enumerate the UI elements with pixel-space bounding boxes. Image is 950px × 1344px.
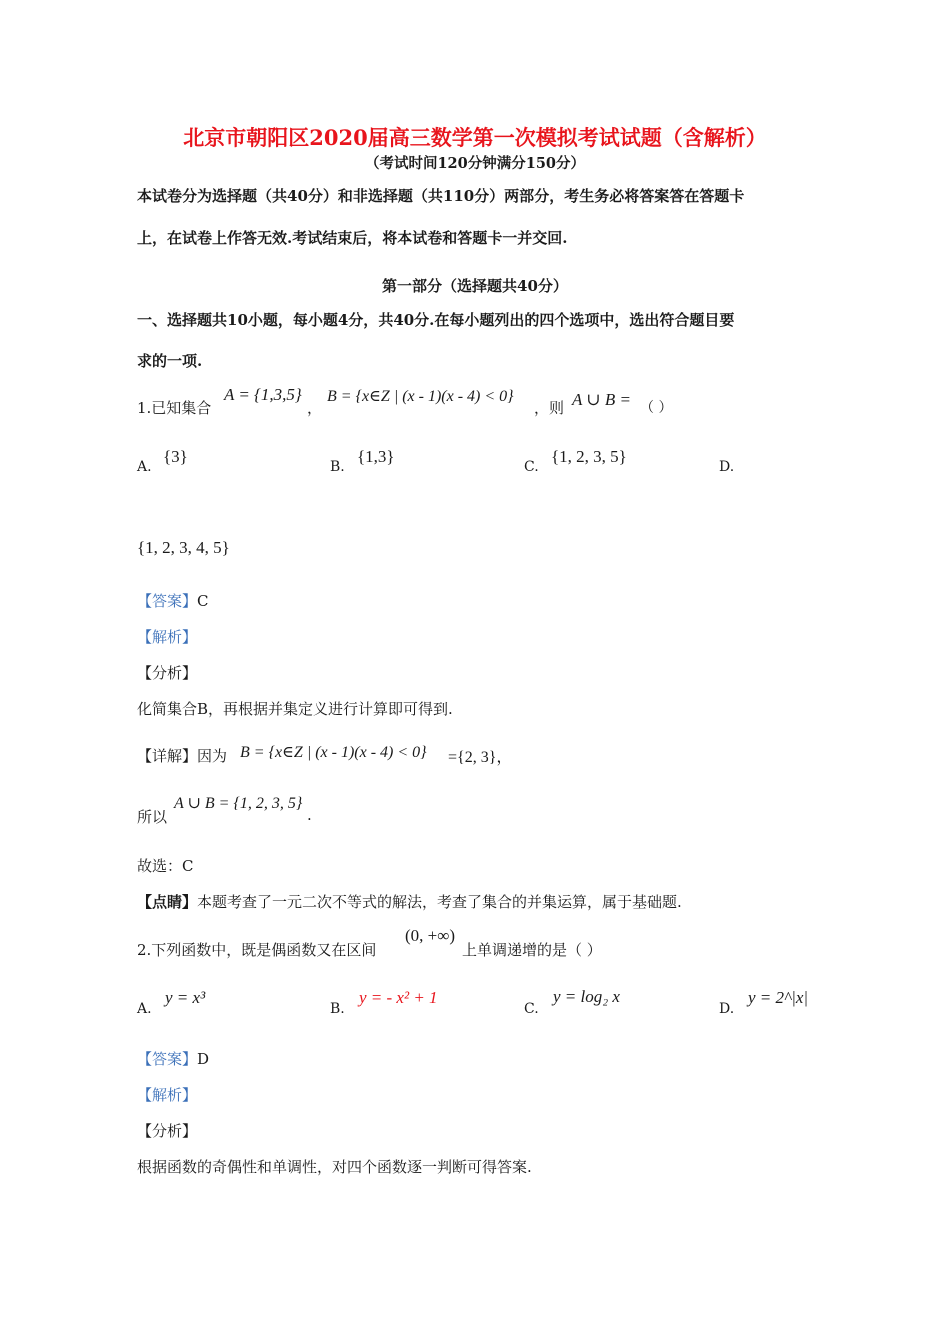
page-title: 北京市朝阳区2020届高三数学第一次模拟考试试题（含解析）	[183, 125, 767, 150]
q1-answer-value: C	[197, 592, 209, 610]
q1-fenxi-tag: 【分析】	[137, 664, 198, 682]
q1-jiexi-tag: 【解析】	[137, 628, 198, 646]
section-heading: 第一部分（选择题共40分）	[382, 277, 568, 295]
q2-option-d-value: y = 2^|x|	[748, 988, 809, 1007]
q2-option-c-value: y = log₂ x	[553, 987, 620, 1006]
q1-union: A ∪ B =	[572, 390, 631, 409]
q1-dianjing-text: 本题考查了一元二次不等式的解法，考查了集合的并集运算，属于基础题.	[197, 893, 682, 911]
q1-paren: （ ）	[640, 400, 673, 416]
q1-detail-text: 因为	[197, 747, 228, 765]
q2-prefix: 2.下列函数中，既是偶函数又在区间	[137, 941, 377, 959]
part1-line-1: 一、选择题共10小题，每小题4分，共40分.在每小题列出的四个选项中，选出符合题目要	[137, 311, 735, 329]
q2-option-b-value: y = - x² + 1	[359, 988, 438, 1007]
q1-suoyi-math: A ∪ B = {1, 2, 3, 5}	[174, 795, 303, 812]
q1-detail-row	[137, 745, 227, 766]
intro-line-2: 上，在试卷上作答无效.考试结束后，将本试卷和答题卡一并交回.	[137, 229, 568, 247]
q2-fenxi-text: 根据函数的奇偶性和单调性，对四个函数逐一判断可得答案.	[137, 1158, 532, 1176]
q1-option-a-value: {3}	[163, 447, 188, 466]
q1-detail-result: ={2, 3}，	[448, 749, 513, 766]
q1-fenxi-text: 化简集合B，再根据并集定义进行计算即可得到.	[137, 700, 453, 718]
q1-detail-tag: 【详解】	[137, 747, 198, 765]
q2-jiexi-tag: 【解析】	[137, 1086, 198, 1104]
q2-answer-row	[137, 1048, 209, 1069]
q2-fenxi-tag: 【分析】	[137, 1122, 198, 1140]
q1-period: .	[307, 806, 312, 824]
q1-dianjing-tag: 【点睛】	[137, 893, 198, 911]
q1-prefix: 1.已知集合	[137, 399, 212, 417]
q1-detail-math: B = {x∈Z | (x - 1)(x - 4) < 0}	[240, 744, 427, 761]
q2-option-a-letter: A.	[137, 1001, 152, 1017]
q2-option-b-letter: B.	[330, 1001, 345, 1017]
q1-guxuan: 故选：C	[137, 857, 194, 875]
intro-line-1: 本试卷分为选择题（共40分）和非选择题（共110分）两部分，考生务必将答案答在答题卡	[137, 187, 745, 205]
q1-comma: ，	[307, 399, 323, 417]
q2-answer-tag: 【答案】	[137, 1050, 198, 1068]
q1-option-b-letter: B.	[330, 459, 345, 475]
q1-dianjing-row	[137, 891, 682, 912]
q1-then: ，则	[534, 399, 565, 417]
q1-set-b: B = {x∈Z | (x - 1)(x - 4) < 0}	[327, 388, 514, 405]
q1-option-c-value: {1, 2, 3, 5}	[551, 447, 627, 466]
part1-line-2: 求的一项.	[137, 352, 203, 370]
q2-option-c-letter: C.	[524, 1001, 539, 1017]
q2-option-d-letter: D.	[719, 1001, 735, 1017]
q2-interval: (0, +∞)	[405, 926, 456, 945]
q1-option-d-letter: D.	[719, 459, 735, 475]
q2-suffix: 上单调递增的是（ ）	[462, 941, 602, 959]
q1-suoyi: 所以	[137, 808, 168, 826]
q2-option-a-value: y = x³	[165, 988, 206, 1007]
q1-answer-tag: 【答案】	[137, 592, 198, 610]
q1-option-c-letter: C.	[524, 459, 539, 475]
q2-answer-value: D	[197, 1050, 210, 1068]
q1-option-b-value: {1,3}	[357, 447, 395, 466]
page-subtitle: （考试时间120分钟满分150分）	[364, 155, 586, 172]
q1-set-a: A = {1,3,5}	[224, 385, 302, 404]
q1-option-a-letter: A.	[137, 459, 152, 475]
q1-option-d-value: {1, 2, 3, 4, 5}	[137, 538, 230, 557]
q1-answer-row	[137, 590, 209, 611]
